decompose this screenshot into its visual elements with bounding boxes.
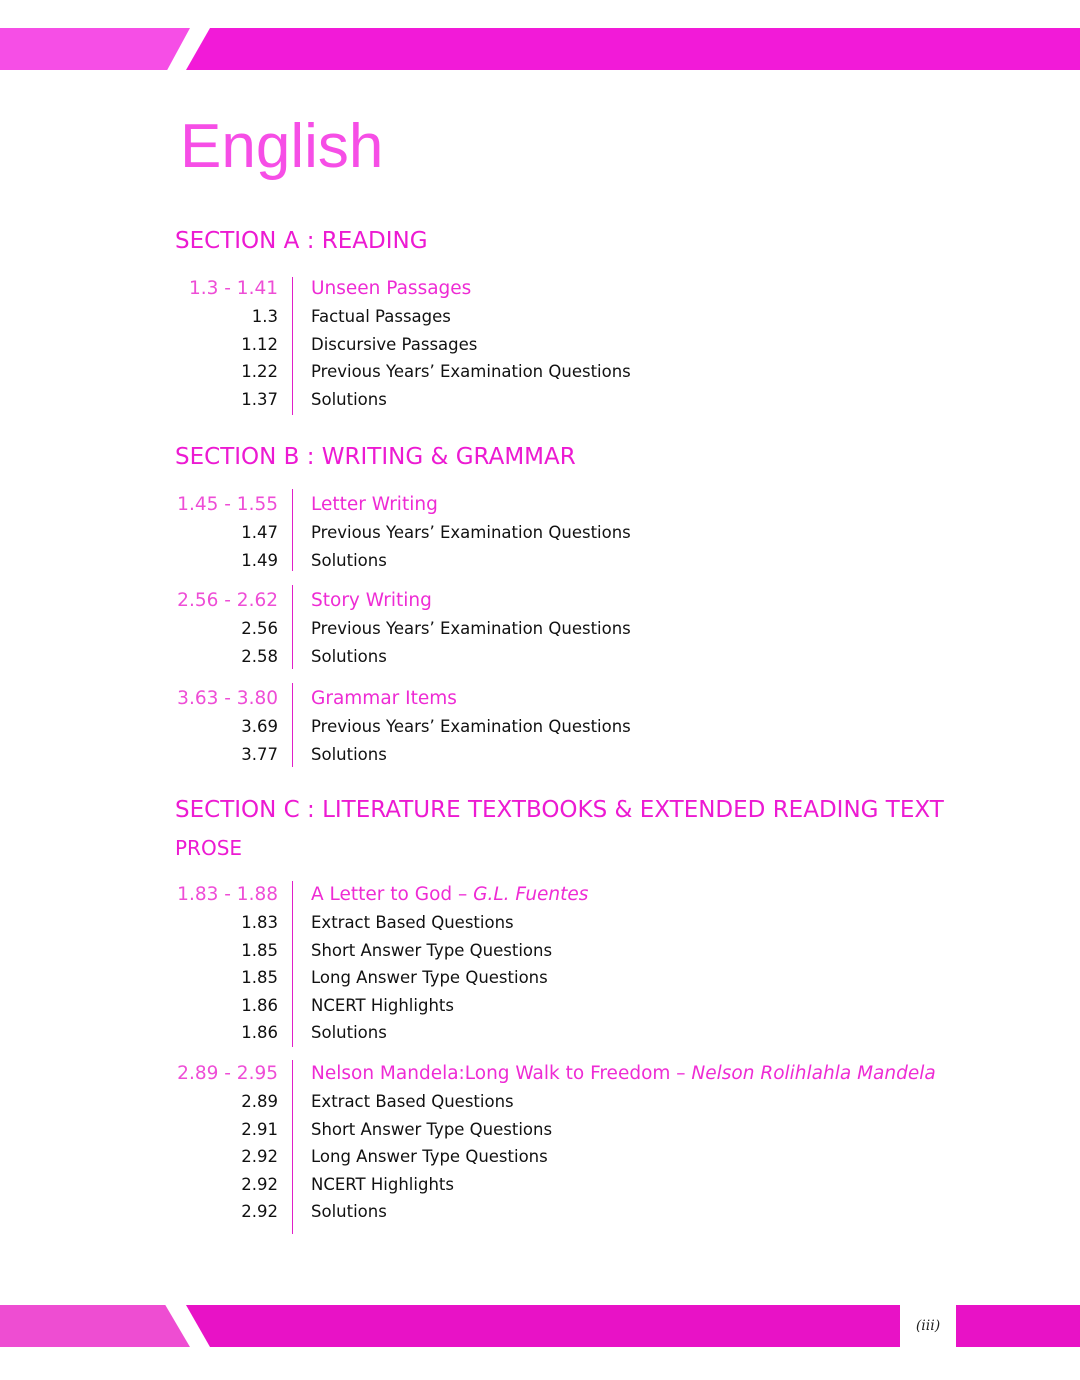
item-page: 1.86 bbox=[241, 995, 278, 1015]
toc-item[interactable] bbox=[150, 937, 990, 965]
item-page: 1.3 bbox=[251, 307, 278, 327]
item-label: Factual Passages bbox=[311, 307, 451, 327]
toc-divider bbox=[292, 683, 293, 767]
section-c-block-letter-to-god bbox=[150, 879, 990, 1047]
item-page: 2.92 bbox=[241, 1202, 278, 1222]
section-a-heading: SECTION A : READING bbox=[175, 228, 428, 254]
prose-subheading: PROSE bbox=[175, 836, 243, 860]
unit-title: Unseen Passages bbox=[311, 277, 472, 299]
toc-item[interactable] bbox=[150, 1171, 990, 1199]
item-page: 1.86 bbox=[241, 1023, 278, 1043]
item-label: Previous Years’ Examination Questions bbox=[311, 619, 631, 639]
footer-band-left bbox=[0, 1305, 190, 1347]
toc-item[interactable] bbox=[150, 519, 990, 547]
unit-title: Grammar Items bbox=[311, 687, 457, 709]
page-number: (iii) bbox=[900, 1305, 956, 1347]
toc-unit-heading[interactable] bbox=[150, 273, 990, 303]
item-page: 2.92 bbox=[241, 1147, 278, 1167]
item-page: 1.49 bbox=[241, 550, 278, 570]
toc-divider bbox=[292, 277, 293, 415]
item-label: Extract Based Questions bbox=[311, 1092, 514, 1112]
item-label: Long Answer Type Questions bbox=[311, 968, 548, 988]
unit-page-range: 1.83 - 1.88 bbox=[177, 883, 278, 905]
item-page: 1.47 bbox=[241, 523, 278, 543]
item-page: 1.12 bbox=[241, 334, 278, 354]
toc-divider bbox=[292, 881, 293, 1047]
page-title: English bbox=[180, 112, 384, 181]
section-b-heading: SECTION B : WRITING & GRAMMAR bbox=[175, 444, 576, 470]
item-page: 2.89 bbox=[241, 1092, 278, 1112]
unit-author: Nelson Rolihlahla Mandela bbox=[691, 1062, 936, 1084]
item-label: Solutions bbox=[311, 1202, 387, 1222]
toc-unit-heading[interactable] bbox=[150, 585, 990, 615]
toc-item[interactable] bbox=[150, 331, 990, 359]
header-band-right bbox=[186, 28, 1080, 70]
toc-item[interactable] bbox=[150, 741, 990, 769]
item-label: Long Answer Type Questions bbox=[311, 1147, 548, 1167]
item-page: 1.85 bbox=[241, 968, 278, 988]
unit-title: Letter Writing bbox=[311, 493, 438, 515]
unit-title: Nelson Mandela:Long Walk to Freedom – bbox=[311, 1062, 692, 1084]
toc-item[interactable] bbox=[150, 1116, 990, 1144]
section-c-heading: SECTION C : LITERATURE TEXTBOOKS & EXTENDED READING TEXT bbox=[175, 797, 944, 823]
unit-title: A Letter to God – bbox=[311, 883, 474, 905]
unit-page-range: 3.63 - 3.80 bbox=[177, 687, 278, 709]
unit-page-range: 1.45 - 1.55 bbox=[177, 493, 278, 515]
toc-item[interactable] bbox=[150, 1143, 990, 1171]
toc-item[interactable] bbox=[150, 1019, 990, 1047]
section-a-block bbox=[150, 273, 990, 413]
item-page: 2.91 bbox=[241, 1119, 278, 1139]
toc-divider bbox=[292, 489, 293, 571]
item-label: Short Answer Type Questions bbox=[311, 940, 553, 960]
toc-item[interactable] bbox=[150, 615, 990, 643]
toc-divider bbox=[292, 1060, 293, 1234]
item-label: Solutions bbox=[311, 1023, 387, 1043]
item-page: 2.92 bbox=[241, 1174, 278, 1194]
toc-item[interactable] bbox=[150, 713, 990, 741]
toc-item[interactable] bbox=[150, 303, 990, 331]
item-label: Solutions bbox=[311, 744, 387, 764]
item-label: Solutions bbox=[311, 389, 387, 409]
item-page: 2.58 bbox=[241, 646, 278, 666]
item-label: Previous Years’ Examination Questions bbox=[311, 362, 631, 382]
item-label: Discursive Passages bbox=[311, 334, 478, 354]
section-b-block-letter bbox=[150, 489, 990, 574]
section-c-block-mandela bbox=[150, 1058, 990, 1226]
item-page: 3.77 bbox=[241, 744, 278, 764]
toc-item[interactable] bbox=[150, 1198, 990, 1226]
toc-item[interactable] bbox=[150, 909, 990, 937]
toc-unit-heading[interactable] bbox=[150, 489, 990, 519]
toc-item[interactable] bbox=[150, 386, 990, 414]
unit-title-wrap bbox=[311, 884, 588, 905]
item-page: 1.22 bbox=[241, 362, 278, 382]
unit-page-range: 2.89 - 2.95 bbox=[177, 1062, 278, 1084]
toc-item[interactable] bbox=[150, 1088, 990, 1116]
section-b-block-grammar bbox=[150, 683, 990, 768]
item-label: NCERT Highlights bbox=[311, 1174, 454, 1194]
item-page: 3.69 bbox=[241, 717, 278, 737]
toc-unit-heading[interactable] bbox=[150, 1058, 990, 1088]
unit-page-range: 1.3 - 1.41 bbox=[188, 277, 278, 299]
toc-item[interactable] bbox=[150, 358, 990, 386]
item-label: Extract Based Questions bbox=[311, 913, 514, 933]
header-band-left bbox=[0, 28, 190, 70]
toc-item[interactable] bbox=[150, 643, 990, 671]
toc-divider bbox=[292, 585, 293, 669]
toc-item[interactable] bbox=[150, 992, 990, 1020]
unit-title-wrap bbox=[311, 1063, 936, 1084]
item-label: Solutions bbox=[311, 550, 387, 570]
section-b-block-story bbox=[150, 585, 990, 670]
item-label: Previous Years’ Examination Questions bbox=[311, 523, 631, 543]
item-label: NCERT Highlights bbox=[311, 995, 454, 1015]
unit-title: Story Writing bbox=[311, 589, 432, 611]
item-label: Short Answer Type Questions bbox=[311, 1119, 553, 1139]
item-label: Previous Years’ Examination Questions bbox=[311, 717, 631, 737]
toc-unit-heading[interactable] bbox=[150, 683, 990, 713]
unit-author: G.L. Fuentes bbox=[473, 883, 589, 905]
toc-item[interactable] bbox=[150, 964, 990, 992]
item-page: 1.83 bbox=[241, 913, 278, 933]
toc-unit-heading[interactable] bbox=[150, 879, 990, 909]
item-label: Solutions bbox=[311, 646, 387, 666]
unit-page-range: 2.56 - 2.62 bbox=[177, 589, 278, 611]
item-page: 1.85 bbox=[241, 940, 278, 960]
item-page: 2.56 bbox=[241, 619, 278, 639]
toc-item[interactable] bbox=[150, 547, 990, 575]
item-page: 1.37 bbox=[241, 389, 278, 409]
